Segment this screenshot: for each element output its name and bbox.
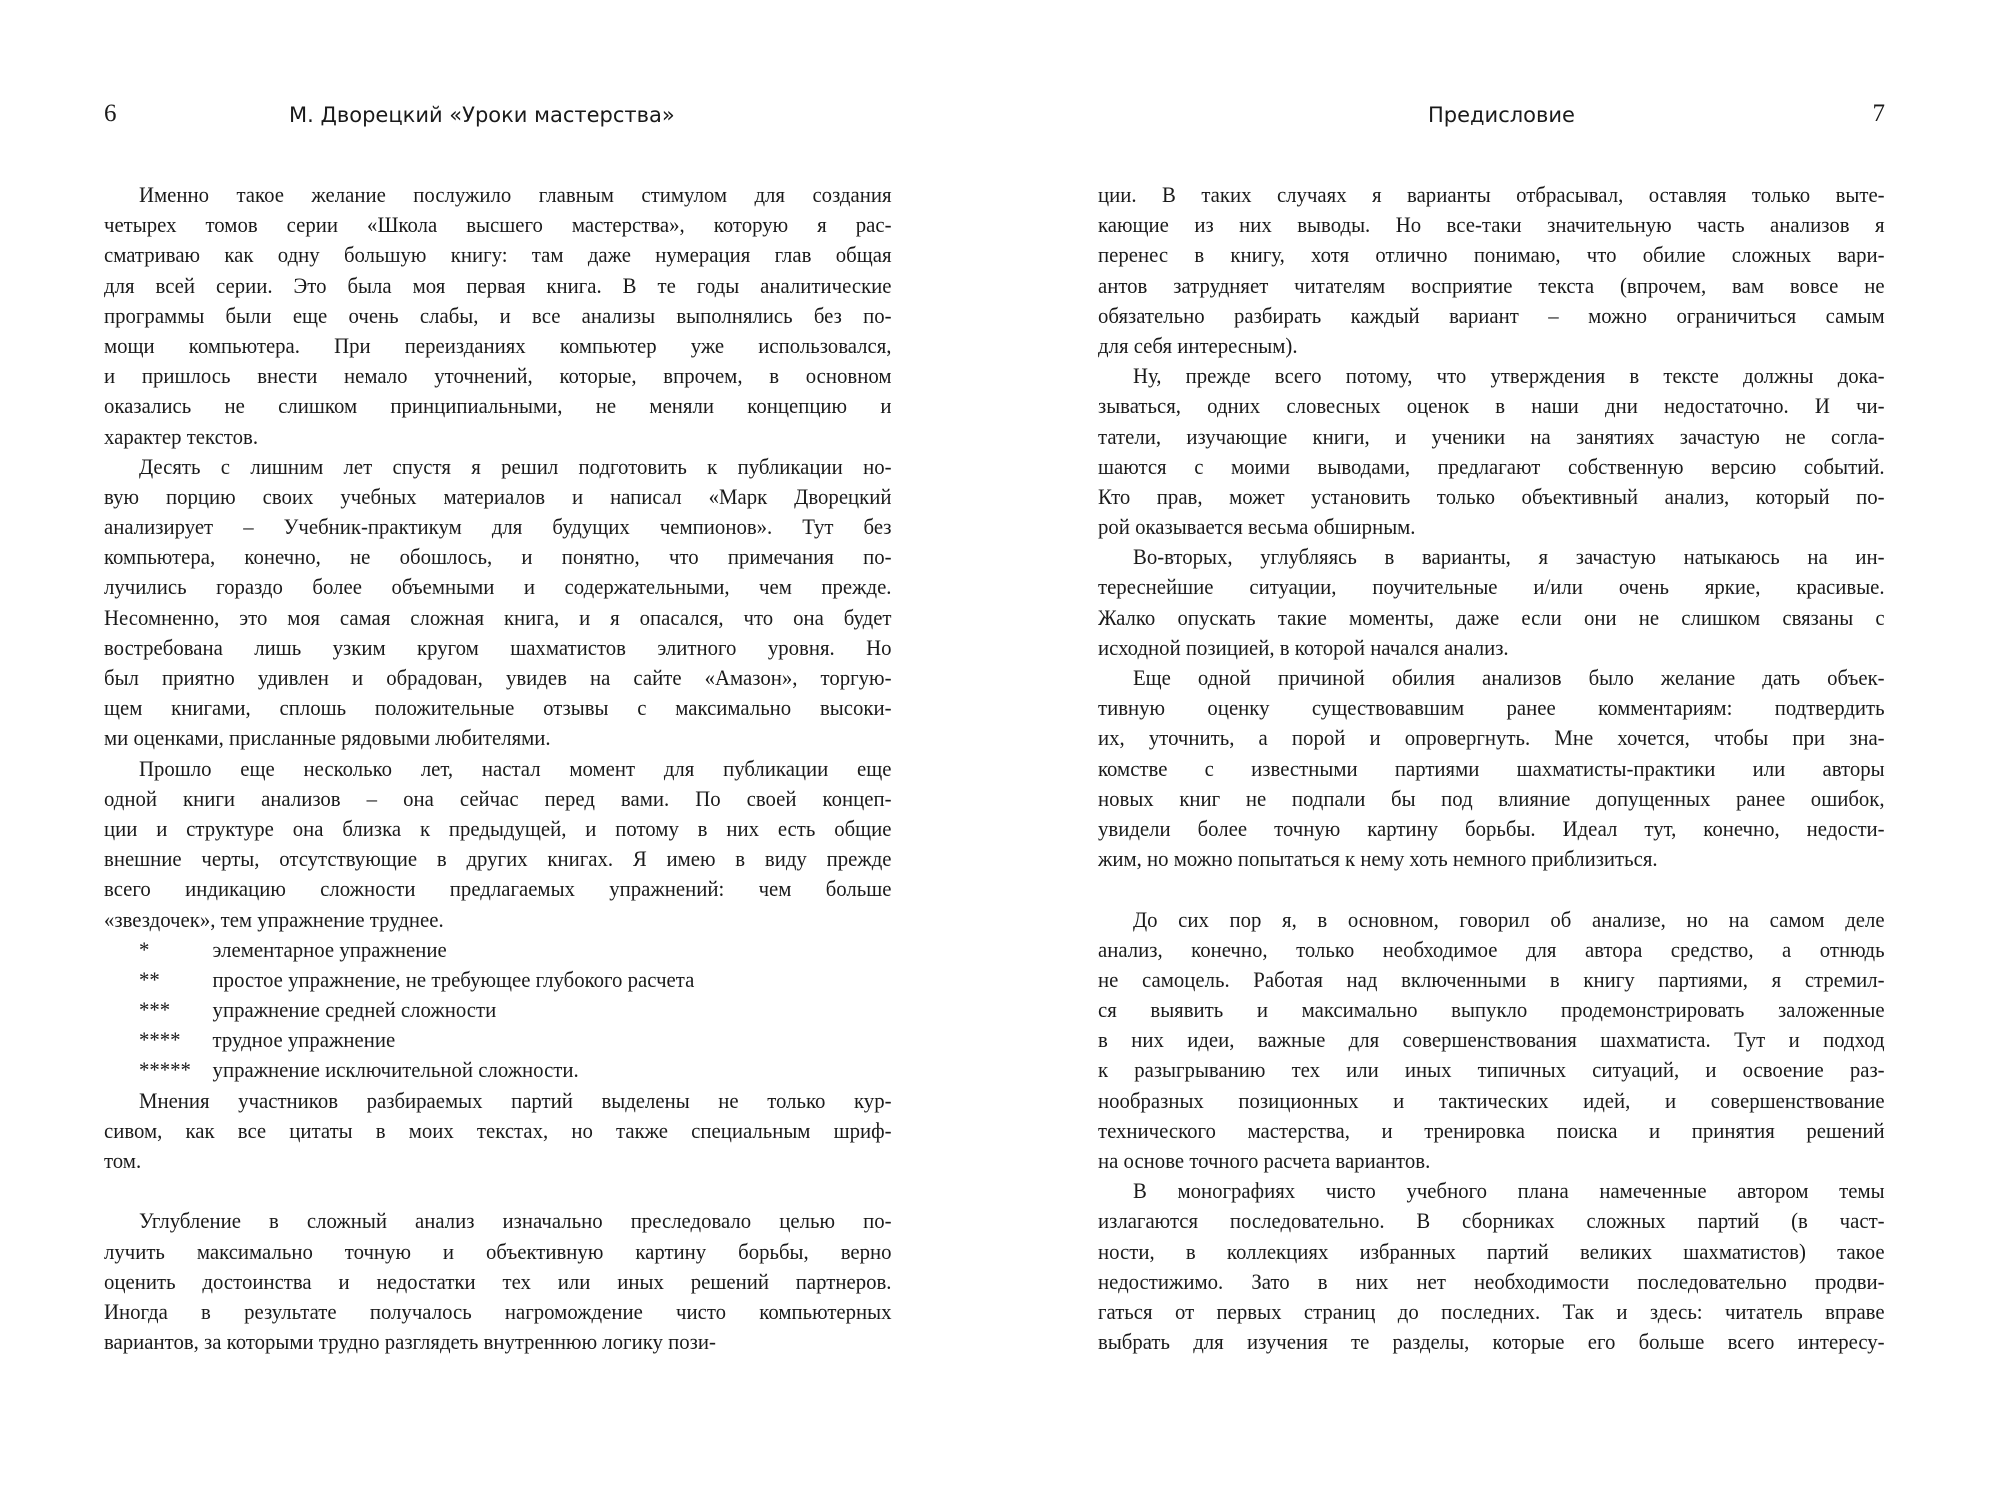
paragraph [1098, 180, 1885, 361]
text-line: кающие из них выводы. Но все-таки значительную часть анализов я [1098, 212, 1885, 238]
text-line: «звездочек», тем упражнение труднее. [104, 906, 444, 932]
text-line: на основе точного расчета вариантов. [1098, 1148, 1431, 1173]
text-line: всего индикацию сложности предлагаемых упражнений: чем больше [104, 876, 892, 902]
text-line: Жалко опускать такие моменты, даже если они не слишком связаны с [1098, 604, 1885, 630]
text-line: комстве с известными партиями шахматисты-практики или авторы [1098, 755, 1885, 781]
paragraph [104, 754, 892, 935]
text-line: не самоцель. Работая над включенными в книгу партиями, я стремил- [1098, 966, 1885, 992]
legend-item [104, 1025, 892, 1055]
text-line: компьютера, конечно, не обошлось, и понятно, что примечания по- [104, 544, 892, 570]
text-line: их, уточнить, а порой и опровергнуть. Мне хочется, чтобы при зна- [1098, 725, 1885, 751]
text-line: Во-вторых, углубляясь в варианты, я зачастую натыкаюсь на ин- [1132, 544, 1885, 570]
text-line: анализ, конечно, только необходимое для автора средство, а отнюдь [1098, 936, 1885, 962]
difficulty-stars: * [138, 936, 150, 962]
difficulty-stars: *** [138, 997, 171, 1023]
text-line: перенес в книгу, хотя отлично понимаю, что обилие сложных вари- [1098, 242, 1885, 268]
text-line: новых книг не подпали бы под влияние допущенных ранее ошибок, [1098, 785, 1885, 811]
text-line: щем книгами, сплошь положительные отзывы с максимально высоки- [104, 695, 892, 721]
text-line: характер текстов. [104, 423, 259, 449]
text-line: Прошло еще несколько лет, настал момент для публикации еще [138, 755, 892, 781]
text-line: вую порцию своих учебных материалов и написал «Марк Дворецкий [104, 483, 892, 509]
left-page [104, 0, 892, 1504]
text-line: зываться, одних словесных оценок в наши дни недостаточно. И чи- [1098, 393, 1885, 419]
difficulty-description: трудное упражнение [212, 1027, 396, 1053]
text-line: тереснейшие ситуации, поучительные и/или очень яркие, красивые. [1098, 574, 1885, 600]
text-line: анализирует – Учебник-практикум для будущих чемпионов». Тут без [104, 514, 892, 540]
text-line: нообразных позиционных и тактических идей, и совершенствование [1098, 1087, 1885, 1113]
text-line: одной книги анализов – она сейчас перед вами. По своей концеп- [104, 785, 892, 811]
text-line: исходной позицией, в которой начался анализ. [1098, 634, 1509, 660]
text-line: оценить достоинства и недостатки тех или иных решений партнеров. [104, 1268, 892, 1294]
paragraph [104, 452, 892, 754]
text-line: жим, но можно попытаться к нему хоть немного приблизиться. [1098, 846, 1658, 872]
text-line: ности, в коллекциях избранных партий великих шахматистов) такое [1098, 1238, 1885, 1264]
difficulty-description: простое упражнение, не требующее глубокого расчета [212, 966, 695, 992]
page-number: 7 [1872, 100, 1885, 127]
text-line: сивом, как все цитаты в моих текстах, но также специальным шриф- [104, 1117, 892, 1143]
difficulty-description: элементарное упражнение [212, 936, 447, 962]
text-line: технического мастерства, и тренировка поиска и принятия решений [1098, 1117, 1885, 1143]
text-line: Углубление в сложный анализ изначально преследовало целью по- [138, 1208, 892, 1234]
text-line: том. [104, 1148, 142, 1173]
text-line: Ну, прежде всего потому, что утверждения в тексте должны дока- [1132, 363, 1885, 389]
text-line: ся выявить и максимально выпукло продемонстрировать заложенные [1098, 997, 1885, 1023]
paragraph [1098, 1176, 1885, 1357]
section-gap [1098, 874, 1885, 904]
text-line: внешние черты, отсутствующие в других книгах. Я имею в виду прежде [104, 846, 892, 872]
page-number: 6 [104, 100, 117, 127]
paragraph [104, 1206, 892, 1357]
text-line: недостижимо. Зато в них нет необходимости последовательно продви- [1098, 1268, 1885, 1294]
text-line: для себя интересным). [1098, 332, 1298, 358]
text-line: востребована лишь узким кругом шахматистов элитного уровня. Но [104, 634, 892, 660]
running-head-title: Предисловие [1428, 103, 1575, 127]
difficulty-stars: ***** [138, 1057, 191, 1083]
paragraph [1098, 542, 1885, 663]
text-line: мощи компьютера. При переизданиях компьютер уже использовался, [104, 332, 892, 358]
difficulty-stars: ** [138, 966, 160, 992]
paragraph [1098, 663, 1885, 874]
text-line: сматриваю как одну большую книгу: там даже нумерация глав общая [104, 242, 892, 268]
text-line: выбрать для изучения те разделы, которые его больше всего интересу- [1098, 1329, 1885, 1355]
text-line: шаются с моими выводами, предлагают собственную версию событий. [1098, 453, 1885, 479]
text-line: тивную оценку существовавшим ранее комментариям: подтвердить [1098, 695, 1885, 721]
right-page [1098, 0, 1885, 1504]
text-line: в них идеи, важные для совершенствования шахматиста. Тут и подход [1098, 1027, 1885, 1053]
text-line: обязательно разбирать каждый вариант – можно ограничиться самым [1098, 302, 1885, 328]
legend-item [104, 995, 892, 1025]
text-line: ции. В таких случаях я варианты отбрасывал, оставляя только выте- [1098, 182, 1885, 207]
text-line: оказались не слишком принципиальными, не меняли концепцию и [104, 393, 892, 419]
text-line: В монографиях чисто учебного плана намеченные автором темы [1132, 1178, 1885, 1204]
paragraph [1098, 361, 1885, 542]
paragraph [104, 1086, 892, 1177]
text-line: Еще одной причиной обилия анализов было желание дать объек- [1132, 665, 1885, 690]
text-line: программы были еще очень слабы, и все анализы выполнялись без по- [104, 302, 892, 328]
section-gap [104, 1176, 892, 1206]
text-line: антов затрудняет читателям восприятие текста (впрочем, вам вовсе не [1098, 272, 1885, 298]
text-line: татели, изучающие книги, и ученики на занятиях зачастую не согла- [1098, 423, 1885, 449]
text-line: Иногда в результате получалось нагромождение чисто компьютерных [104, 1298, 892, 1324]
right-body-text [1098, 180, 1885, 1357]
text-line: рой оказывается весьма обширным. [1098, 514, 1416, 540]
text-line: гаться от первых страниц до последних. Так и здесь: читатель вправе [1098, 1298, 1885, 1324]
text-line: До сих пор я, в основном, говорил об анализе, но на самом деле [1132, 906, 1885, 932]
text-line: и пришлось внести немало уточнений, которые, впрочем, в основном [104, 363, 892, 389]
difficulty-description: упражнение исключительной сложности. [212, 1057, 579, 1083]
text-line: ции и структуре она близка к предыдущей, и потому в них есть общие [104, 815, 892, 841]
text-line: для всей серии. Это была моя первая книга. В те годы аналитические [104, 272, 892, 298]
text-line: Несомненно, это моя самая сложная книга, и я опасался, что она будет [104, 604, 892, 630]
difficulty-description: упражнение средней сложности [212, 997, 497, 1023]
text-line: излагаются последовательно. В сборниках сложных партий (в част- [1098, 1208, 1885, 1234]
text-line: четырех томов серии «Школа высшего мастерства», которую я рас- [104, 212, 892, 238]
text-line: лучились гораздо более объемными и содержательными, чем прежде. [104, 574, 892, 600]
running-head-title: М. Дворецкий «Уроки мастерства» [289, 103, 675, 127]
text-line: к разыгрыванию тех или иных типичных ситуаций, и освоение раз- [1098, 1057, 1885, 1083]
left-running-head [104, 100, 892, 134]
paragraph [1098, 905, 1885, 1177]
text-line: увидели более точную картину борьбы. Идеал тут, конечно, недости- [1098, 815, 1885, 841]
difficulty-legend [104, 935, 892, 1086]
text-line: Десять с лишним лет спустя я решил подготовить к публикации но- [138, 453, 892, 479]
text-line: Именно такое желание послужило главным стимулом для создания [138, 182, 892, 207]
legend-item [104, 1055, 892, 1085]
text-line: лучить максимально точную и объективную картину борьбы, верно [104, 1238, 892, 1264]
text-line: был приятно удивлен и обрадован, увидев на сайте «Амазон», торгую- [104, 665, 892, 690]
text-line: Кто прав, может установить только объективный анализ, который по- [1098, 483, 1885, 509]
right-running-head [1098, 100, 1885, 134]
legend-item [104, 965, 892, 995]
paragraph [104, 180, 892, 452]
legend-item [104, 935, 892, 965]
text-line: вариантов, за которыми трудно разглядеть внутреннюю логику пози- [104, 1329, 716, 1355]
text-line: Мнения участников разбираемых партий выделены не только кур- [138, 1087, 892, 1113]
left-body-text [104, 180, 892, 1357]
text-line: ми оценками, присланные рядовыми любителями. [104, 725, 551, 751]
difficulty-stars: **** [138, 1027, 181, 1053]
